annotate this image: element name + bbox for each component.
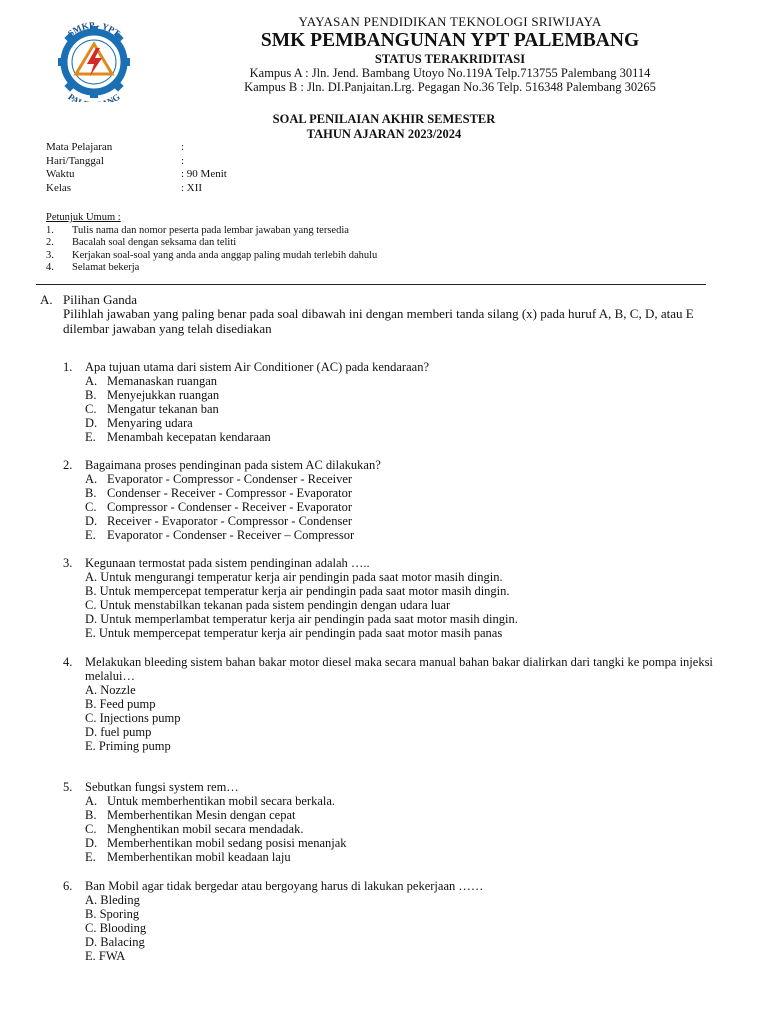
option-text: Sporing (99, 907, 140, 921)
option-letter: E. (85, 739, 96, 753)
exam-year: TAHUN AJARAN 2023/2024 (306, 127, 462, 141)
option-text: Condenser - Receiver - Compressor - Evaporator (107, 486, 353, 500)
meta-row (46, 168, 227, 182)
answer-option (85, 388, 733, 402)
meta-value: : 90 Menit (181, 168, 227, 180)
option-letter: C. (85, 711, 97, 725)
exam-meta (46, 141, 227, 195)
option-letter: A. (85, 683, 98, 697)
answer-option (85, 850, 733, 864)
question-number: 2. (63, 458, 73, 472)
school-name: SMK PEMBANGUNAN YPT PALEMBANG (260, 30, 640, 51)
meta-value: : (181, 154, 185, 167)
question-number: 4. (63, 655, 73, 669)
section-instruction: Pilihlah jawaban yang paling benar pada soal dibawah ini dengan memberi tanda silang (x) pada huruf A, B, C, D, atau E dilembar jawaban yang telah disediakan (63, 306, 694, 336)
option-letter: A. (85, 570, 98, 584)
option-letter: C. (85, 598, 97, 612)
option-letter: C. (85, 822, 97, 836)
instruction-text: Bacalah soal dengan seksama dan teliti (72, 237, 237, 248)
school-logo (46, 18, 142, 102)
meta-row (46, 141, 227, 155)
answer-option (85, 486, 733, 500)
answer-option (85, 584, 733, 598)
option-letter: B. (85, 388, 97, 402)
option-text: Priming pump (98, 739, 171, 753)
question-text: Apa tujuan utama dari sistem Air Conditioner (AC) pada kendaraan? (85, 360, 429, 374)
option-text: Memberhentikan Mesin dengan cepat (107, 808, 296, 822)
question-4 (63, 655, 733, 753)
answer-option (85, 570, 733, 584)
answer-option (85, 598, 733, 612)
option-text: Menyaring udara (107, 416, 193, 430)
option-letter: A. (85, 472, 98, 486)
option-letter: D. (85, 416, 98, 430)
option-letter: E. (85, 528, 96, 542)
answer-option (85, 725, 733, 739)
answer-option (85, 836, 733, 850)
option-text: Menyejukkan ruangan (107, 388, 220, 402)
option-letter: B. (85, 486, 97, 500)
answer-option (85, 500, 733, 514)
option-text: Evaporator - Condenser - Receiver – Compressor (107, 528, 355, 542)
question-text: Bagaimana proses pendinginan pada sistem AC dilakukan? (85, 458, 381, 472)
option-text: Untuk mempercepat temperatur kerja air pendingin pada saat motor masih dingin. (99, 584, 510, 598)
answer-option (85, 794, 733, 808)
section-title: Pilihan Ganda (63, 292, 138, 307)
instruction-text: Tulis nama dan nomor peserta pada lembar jawaban yang tersedia (72, 224, 349, 236)
option-text: Bleding (100, 893, 140, 907)
answer-option (85, 711, 733, 725)
question-text: Kegunaan termostat pada sistem pendinginan adalah ….. (85, 556, 370, 570)
answer-option (85, 374, 733, 388)
option-text: Injections pump (99, 711, 181, 725)
option-letter: A. (85, 794, 98, 808)
meta-row (46, 182, 227, 196)
answer-option (85, 907, 733, 921)
option-text: Compressor - Condenser - Receiver - Evaporator (107, 500, 353, 514)
answer-option (85, 430, 733, 444)
option-letter: C. (85, 921, 97, 935)
instruction-item (46, 250, 377, 263)
option-text: FWA (98, 949, 126, 963)
question-text: Ban Mobil agar tidak bergedar atau bergoyang harus di lakukan pekerjaan …… (85, 879, 484, 893)
instruction-item (46, 237, 377, 250)
meta-value: : (181, 141, 185, 153)
option-text: Memberhentikan mobil sedang posisi menanjak (107, 836, 347, 850)
option-letter: A. (85, 374, 98, 388)
foundation-name: YAYASAN PENDIDIKAN TEKNOLOGI SRIWIJAYA (298, 14, 602, 29)
option-text: Balacing (100, 935, 145, 949)
answer-option (85, 402, 733, 416)
option-letter: E. (85, 626, 96, 640)
option-letter: B. (85, 697, 97, 711)
instruction-number: 4. (46, 262, 54, 273)
campus-b-address: Kampus B : Jln. DI.Panjaitan.Lrg. Pegagan No.36 Telp. 516348 Palembang 30265 (244, 80, 656, 94)
instruction-number: 2. (46, 237, 54, 248)
option-letter: E. (85, 430, 96, 444)
divider-line (36, 284, 706, 285)
question-number: 5. (63, 780, 73, 794)
option-text: Untuk menstabilkan tekanan pada sistem pendingin dengan udara luar (99, 598, 451, 612)
instructions-title: Petunjuk Umum : (46, 212, 121, 223)
option-letter: B. (85, 808, 97, 822)
option-letter: D. (85, 725, 98, 739)
option-text: Blooding (99, 921, 147, 935)
option-letter: D. (85, 935, 98, 949)
instruction-item (46, 262, 377, 275)
option-text: Feed pump (99, 697, 156, 711)
answer-option (85, 697, 733, 711)
instruction-number: 1. (46, 224, 54, 236)
section-letter: A. (40, 292, 53, 307)
answer-option (85, 893, 733, 907)
question-text: Melakukan bleeding sistem bahan bakar motor diesel maka secara manual bahan bakar dialirkan dari tangki ke pompa injeksi melalui… (85, 655, 713, 683)
option-text: Nozzle (100, 683, 136, 697)
question-6 (63, 879, 733, 963)
meta-label: Mata Pelajaran (46, 141, 113, 153)
answer-option (85, 626, 733, 640)
answer-option (85, 514, 733, 528)
meta-label: Hari/Tanggal (46, 154, 104, 167)
option-text: Untuk memperlambat temperatur kerja air pendingin pada saat motor masih dingin. (100, 612, 518, 626)
answer-option (85, 949, 733, 963)
logo-bottom-text: PA NG (66, 91, 122, 102)
option-text: fuel pump (100, 725, 152, 739)
meta-label: Kelas (46, 181, 72, 194)
question-number: 6. (63, 879, 73, 893)
answer-option (85, 528, 733, 542)
option-text: Untuk mempercepat temperatur kerja air pendingin pada saat motor masih panas (98, 626, 503, 640)
answer-option (85, 612, 733, 626)
option-text: Mengatur tekanan ban (107, 402, 219, 416)
option-text: Menghentikan mobil secara mendadak. (107, 822, 304, 836)
answer-option (85, 683, 733, 697)
campus-a-address: Kampus A : Jln. Jend. Bambang Utoyo No.119A Telp.713755 Palembang 30114 (249, 66, 651, 80)
answer-option (85, 739, 733, 753)
option-letter: C. (85, 500, 97, 514)
option-text: Memberhentikan mobil keadaan laju (107, 850, 291, 864)
logo-top-text: SMKP - YPT (65, 19, 123, 39)
meta-row (46, 155, 227, 169)
option-letter: E. (85, 850, 96, 864)
option-text: Memanaskan ruangan (107, 374, 218, 388)
question-number: 1. (63, 360, 73, 374)
question-1 (63, 360, 733, 444)
school-logo-icon (46, 18, 142, 102)
option-text: Untuk mengurangi temperatur kerja air pendingin pada saat motor masih dingin. (100, 570, 503, 584)
option-text: Menambah kecepatan kendaraan (107, 430, 271, 444)
accreditation-status: STATUS TERAKRIDITASI (374, 52, 526, 66)
option-letter: D. (85, 612, 98, 626)
instruction-item (46, 225, 377, 238)
option-text: Receiver - Evaporator - Compressor - Condenser (107, 514, 353, 528)
option-letter: A. (85, 893, 98, 907)
answer-option (85, 822, 733, 836)
answer-option (85, 808, 733, 822)
option-letter: B. (85, 907, 97, 921)
meta-value: : XII (181, 181, 203, 194)
exam-title: SOAL PENILAIAN AKHIR SEMESTER (272, 112, 496, 126)
option-letter: D. (85, 514, 98, 528)
question-2 (63, 458, 733, 542)
instruction-number: 3. (46, 249, 54, 261)
answer-option (85, 472, 733, 486)
option-text: Untuk memberhentikan mobil secara berkala. (107, 794, 336, 808)
instruction-text: Kerjakan soal-soal yang anda anda anggap paling mudah terlebih dahulu (72, 249, 378, 261)
answer-option (85, 935, 733, 949)
option-letter: C. (85, 402, 97, 416)
question-3 (63, 556, 733, 640)
option-text: Evaporator - Compressor - Condenser - Receiver (107, 472, 353, 486)
answer-option (85, 921, 733, 935)
option-letter: B. (85, 584, 97, 598)
option-letter: D. (85, 836, 98, 850)
answer-option (85, 416, 733, 430)
meta-label: Waktu (46, 168, 75, 180)
general-instructions (46, 212, 377, 275)
question-5 (63, 780, 733, 864)
question-number: 3. (63, 556, 73, 570)
instruction-text: Selamat bekerja (72, 262, 140, 273)
option-letter: E. (85, 949, 96, 963)
question-text: Sebutkan fungsi system rem… (85, 780, 239, 794)
